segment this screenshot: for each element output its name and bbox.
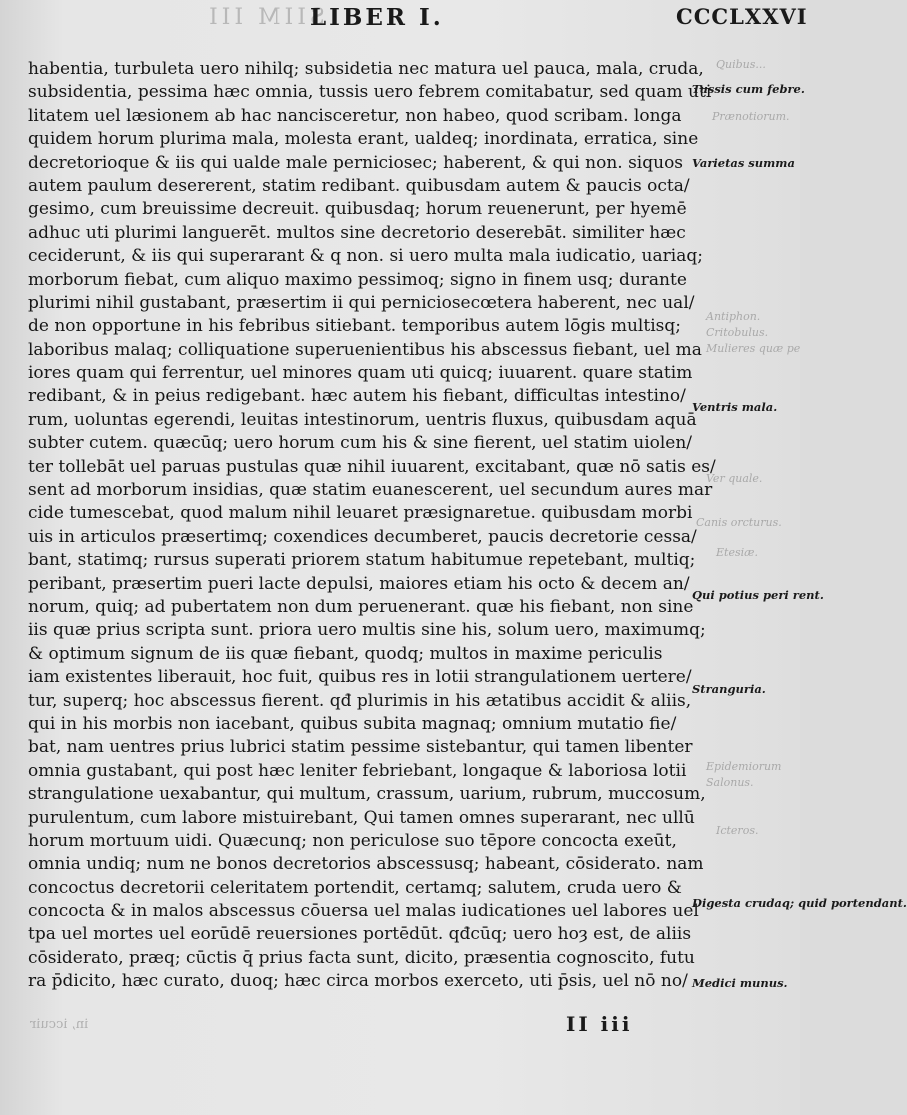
text-line: subsidentia, pessima hæc omnia, tussis uero febrem comitabatur, sed quam uti	[28, 82, 712, 103]
running-title: LIBER I.	[310, 4, 444, 31]
text-line: concoctus decretorii celeritatem portendit, certamq; salutem, cruda uero &	[28, 877, 682, 898]
margin-note: Qui potius peri rent.	[692, 588, 824, 602]
text-line: laboribus malaq; colliquatione superuenientibus his abscessus fiebant, uel ma	[28, 339, 702, 360]
text-line: rum, uoluntas egerendi, leuitas intestinorum, uentris fluxus, quibusdam aquā	[28, 409, 697, 430]
bleed-through-note: Antiphon.	[706, 310, 761, 323]
bleed-through-note: Icteros.	[716, 824, 759, 837]
bleed-through-footer: in, iccuir	[30, 1017, 89, 1032]
bleed-through-note: Prænotiorum.	[712, 110, 790, 123]
text-line: autem paulum desererent, statim redibant. quibusdam autem & paucis octa/	[28, 175, 690, 196]
text-line: ceciderunt, & iis qui superarant & q non. si uero multa mala iudicatio, uariaq;	[28, 246, 703, 267]
text-line: bat, nam uentres prius lubrici statim pessime sistebantur, qui tamen libenter	[28, 737, 693, 758]
bleed-through-note: Canis orcturus.	[696, 516, 782, 529]
text-line: cide tumescebat, quod malum nihil leuaret præsignaretue. quibusdam morbi	[28, 503, 693, 524]
text-line: quidem horum plurima mala, molesta erant, ualdeq; inordinata, erratica, sine	[28, 129, 699, 150]
text-line: strangulatione uexabantur, qui multum, crassum, uarium, rubrum, muccosum,	[28, 784, 706, 805]
margin-note: Varietas summa	[692, 156, 795, 170]
text-line: morborum fiebat, cum aliquo maximo pessimoq; signo in finem usq; durante	[28, 269, 687, 290]
bleed-through-header: SIIM III	[205, 5, 326, 30]
text-line: omnia undiq; num ne bonos decretorios abscessusq; habeant, cōsiderato. nam	[28, 854, 704, 875]
margin-note: Ventris mala.	[692, 400, 778, 414]
text-line: de non opportune in his febribus sitiebant. temporibus autem lōgis multisq;	[28, 316, 681, 337]
text-line: decretorioque & iis qui ualde male perniciosec; haberent, & qui non. siquos	[28, 152, 684, 173]
text-line: gesimo, cum breuissime decreuit. quibusdaq; horum reuenerunt, per hyemē	[28, 199, 687, 220]
text-line: subter cutem. quæcūq; uero horum cum his & sine fierent, uel statim uiolen/	[28, 433, 693, 454]
text-line: norum, quiq; ad pubertatem non dum peruenerant. quæ his fiebant, non sine	[28, 596, 694, 617]
text-line: concocta & in malos abscessus cōuersa uel malas iudicationes uel labores uel	[28, 901, 699, 922]
text-line: bant, statimq; rursus superati priorem statum habitumue repetebant, multiq;	[28, 550, 696, 571]
margin-note: Digesta crudaq; quid portendant.	[692, 896, 907, 910]
text-line: & optimum signum de iis quæ fiebant, quodq; multos in maxime periculis	[28, 643, 663, 664]
text-line: habentia, turbuleta uero nihilq; subsidetia nec matura uel pauca, mala, cruda,	[28, 59, 704, 79]
body-text	[28, 58, 716, 994]
text-line: iores quam qui ferrentur, uel minores quam uti quicq; iuuarent. quare statim	[28, 363, 693, 384]
margin-note: Stranguria.	[692, 682, 766, 696]
text-line: sent ad morborum insidias, quæ statim euanescerent, uel secundum aures mar	[28, 480, 713, 501]
text-line: adhuc uti plurimi languerēt. multos sine decretorio deserebāt. similiter hæc	[28, 222, 686, 243]
margin-note: Medici munus.	[692, 976, 788, 990]
text-line: horum mortuum uidi. Quæcunq; non periculose suo tēpore concocta exeūt,	[28, 830, 677, 851]
text-line: tpa uel mortes uel eorūdē reuersiones portēdūt. qđcūq; uero hoȝ est, de aliis	[28, 924, 692, 945]
bleed-through-note: Etesiæ.	[716, 546, 758, 559]
text-line: ra p̄dicito, hæc curato, duoq; hæc circa morbos exerceto, uti p̄sis, uel nō no/	[28, 971, 688, 992]
signature-mark: II iii	[566, 1012, 633, 1036]
bleed-through-note: Quibus...	[716, 58, 766, 71]
bleed-through-note: Ver quale.	[706, 472, 763, 485]
text-line: qui in his morbis non iacebant, quibus subita magnaq; omnium mutatio fie/	[28, 713, 677, 734]
text-line: iis quæ prius scripta sunt. priora uero multis sine his, solum uero, maximumq;	[28, 620, 706, 641]
text-line: tur, superq; hoc abscessus fierent. qđ plurimis in his ætatibus accidit & aliis,	[28, 690, 692, 711]
text-line: cōsiderato, præq; cūctis q̄ prius facta sunt, dicito, præsentia cognoscito, futu	[28, 947, 695, 968]
folio-number: CCCLXXVI	[676, 4, 808, 29]
bleed-through-note: Critobulus.	[706, 326, 769, 339]
text-line: redibant, & in peius redigebant. hæc autem his fiebant, difficultas intestino/	[28, 386, 686, 407]
text-line: purulentum, cum labore mistuirebant, Qui tamen omnes superarant, nec ullū	[28, 807, 695, 828]
text-line: omnia gustabant, qui post hæc leniter febriebant, longaque & laboriosa lotii	[28, 760, 687, 781]
bleed-through-note: Epidemiorum	[706, 760, 782, 773]
text-line: peribant, præsertim pueri lacte depulsi, maiores etiam his octo & decem an/	[28, 573, 690, 594]
text-line: ter tollebāt uel paruas pustulas quæ nihil iuuarent, excitabant, quæ nō satis es/	[28, 456, 716, 477]
margin-note: Tussis cum febre.	[692, 82, 805, 96]
bleed-through-note: Salonus.	[706, 776, 754, 789]
text-line: iam existentes liberauit, hoc fuit, quibus res in lotii strangulationem uertere/	[28, 667, 692, 688]
margin-notes	[692, 0, 907, 1115]
text-line: plurimi nihil gustabant, præsertim ii qui perniciosecœtera haberent, nec ual/	[28, 292, 695, 313]
bleed-through-note: Mulieres quæ pe	[706, 342, 801, 355]
text-line: litatem uel læsionem ab hac nancisceretur, non habeo, quod scribam. longa	[28, 105, 682, 126]
text-line: uis in articulos præsertimq; coxendices decumberet, paucis decretorie cessa/	[28, 526, 697, 547]
